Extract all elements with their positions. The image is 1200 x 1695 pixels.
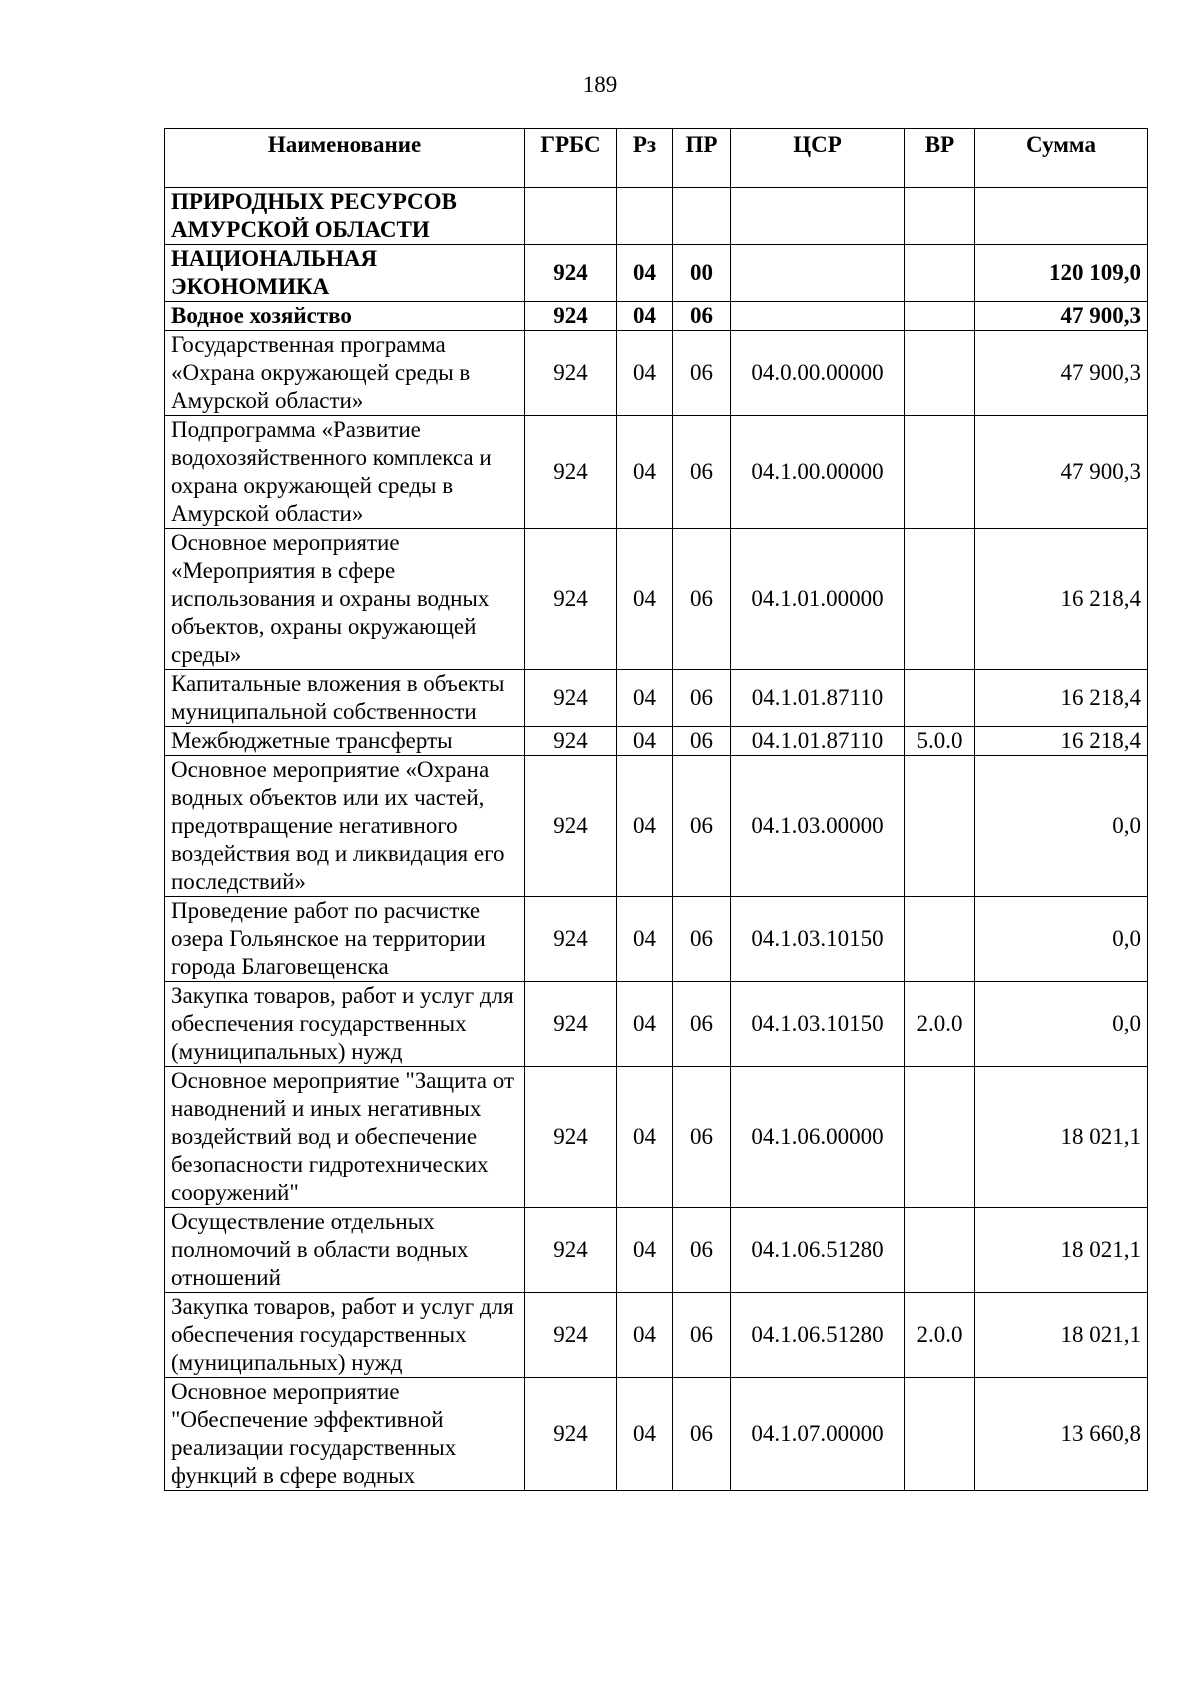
cell-sum: 0,0 (975, 756, 1148, 897)
cell-csr: 04.1.03.10150 (731, 897, 905, 982)
cell-pr: 06 (673, 1208, 731, 1293)
cell-grbs: 924 (525, 331, 617, 416)
cell-name: Основное мероприятие «Охрана водных объектов или их частей, предотвращение негативного воздействия вод и ликвидация его последствий» (165, 756, 525, 897)
cell-vr (905, 188, 975, 245)
cell-vr (905, 1208, 975, 1293)
cell-pr: 06 (673, 756, 731, 897)
cell-vr (905, 1378, 975, 1491)
cell-sum: 120 109,0 (975, 245, 1148, 302)
cell-vr (905, 529, 975, 670)
cell-name: Основное мероприятие "Обеспечение эффективной реализации государственных функций в сфере водных (165, 1378, 525, 1491)
column-header-pr: ПР (673, 129, 731, 188)
cell-rz: 04 (617, 897, 673, 982)
table-row (165, 670, 1148, 727)
cell-rz: 04 (617, 529, 673, 670)
cell-vr: 2.0.0 (905, 1293, 975, 1378)
cell-grbs (525, 188, 617, 245)
cell-pr: 06 (673, 982, 731, 1067)
cell-pr: 06 (673, 416, 731, 529)
cell-rz: 04 (617, 416, 673, 529)
cell-sum (975, 188, 1148, 245)
column-header-rz: Рз (617, 129, 673, 188)
column-header-vr: ВР (905, 129, 975, 188)
cell-sum: 18 021,1 (975, 1208, 1148, 1293)
budget-table (164, 128, 1148, 1491)
cell-grbs: 924 (525, 529, 617, 670)
cell-rz: 04 (617, 1208, 673, 1293)
cell-csr: 04.1.06.51280 (731, 1208, 905, 1293)
cell-grbs: 924 (525, 1067, 617, 1208)
table-row (165, 302, 1148, 331)
cell-rz: 04 (617, 331, 673, 416)
cell-grbs: 924 (525, 1208, 617, 1293)
cell-vr (905, 416, 975, 529)
cell-sum: 0,0 (975, 897, 1148, 982)
cell-csr (731, 302, 905, 331)
cell-grbs: 924 (525, 670, 617, 727)
cell-pr: 06 (673, 1067, 731, 1208)
cell-rz: 04 (617, 727, 673, 756)
cell-csr: 04.1.01.87110 (731, 727, 905, 756)
cell-sum: 18 021,1 (975, 1067, 1148, 1208)
cell-pr: 06 (673, 1378, 731, 1491)
cell-vr (905, 302, 975, 331)
cell-vr: 2.0.0 (905, 982, 975, 1067)
cell-grbs: 924 (525, 245, 617, 302)
cell-csr: 04.1.06.00000 (731, 1067, 905, 1208)
table-body (165, 188, 1148, 1491)
cell-csr (731, 188, 905, 245)
cell-vr (905, 1067, 975, 1208)
page-number: 189 (582, 72, 618, 97)
cell-sum: 16 218,4 (975, 529, 1148, 670)
cell-name: Осуществление отдельных полномочий в области водных отношений (165, 1208, 525, 1293)
cell-sum: 0,0 (975, 982, 1148, 1067)
column-header-sum: Сумма (975, 129, 1148, 188)
cell-sum: 16 218,4 (975, 727, 1148, 756)
table-row (165, 897, 1148, 982)
cell-pr: 06 (673, 727, 731, 756)
table-row (165, 1378, 1148, 1491)
cell-name: ПРИРОДНЫХ РЕСУРСОВ АМУРСКОЙ ОБЛАСТИ (165, 188, 525, 245)
table-row (165, 529, 1148, 670)
cell-vr (905, 756, 975, 897)
table-row (165, 1067, 1148, 1208)
cell-rz: 04 (617, 302, 673, 331)
cell-grbs: 924 (525, 1293, 617, 1378)
table-header-row (165, 129, 1148, 188)
table-row (165, 245, 1148, 302)
cell-pr: 06 (673, 897, 731, 982)
cell-rz (617, 188, 673, 245)
cell-rz: 04 (617, 245, 673, 302)
cell-pr: 06 (673, 1293, 731, 1378)
cell-pr: 06 (673, 529, 731, 670)
cell-csr: 04.1.06.51280 (731, 1293, 905, 1378)
table-row (165, 188, 1148, 245)
table-row (165, 756, 1148, 897)
cell-csr: 04.1.07.00000 (731, 1378, 905, 1491)
cell-sum: 47 900,3 (975, 416, 1148, 529)
cell-grbs: 924 (525, 302, 617, 331)
column-header-name: Наименование (165, 129, 525, 188)
cell-sum: 13 660,8 (975, 1378, 1148, 1491)
cell-rz: 04 (617, 756, 673, 897)
cell-grbs: 924 (525, 756, 617, 897)
cell-pr: 00 (673, 245, 731, 302)
cell-vr (905, 897, 975, 982)
cell-pr: 06 (673, 302, 731, 331)
cell-grbs: 924 (525, 897, 617, 982)
cell-name: Основное мероприятие "Защита от наводнений и иных негативных воздействий вод и обеспечение безопасности гидротехнических сооружений" (165, 1067, 525, 1208)
table-row (165, 1293, 1148, 1378)
cell-pr: 06 (673, 670, 731, 727)
cell-pr (673, 188, 731, 245)
column-header-csr: ЦСР (731, 129, 905, 188)
cell-csr: 04.1.03.00000 (731, 756, 905, 897)
cell-csr: 04.1.03.10150 (731, 982, 905, 1067)
cell-rz: 04 (617, 1067, 673, 1208)
cell-name: Водное хозяйство (165, 302, 525, 331)
cell-vr (905, 245, 975, 302)
cell-csr: 04.1.00.00000 (731, 416, 905, 529)
cell-rz: 04 (617, 1378, 673, 1491)
cell-csr: 04.1.01.00000 (731, 529, 905, 670)
table-row (165, 416, 1148, 529)
cell-grbs: 924 (525, 727, 617, 756)
cell-name: Основное мероприятие «Мероприятия в сфере использования и охраны водных объектов, охраны окружающей среды» (165, 529, 525, 670)
cell-vr (905, 331, 975, 416)
cell-name: Закупка товаров, работ и услуг для обеспечения государственных (муниципальных) нужд (165, 982, 525, 1067)
cell-rz: 04 (617, 1293, 673, 1378)
cell-name: Капитальные вложения в объекты муниципальной собственности (165, 670, 525, 727)
table-row (165, 982, 1148, 1067)
cell-grbs: 924 (525, 1378, 617, 1491)
cell-pr: 06 (673, 331, 731, 416)
cell-sum: 47 900,3 (975, 331, 1148, 416)
cell-rz: 04 (617, 982, 673, 1067)
cell-csr (731, 245, 905, 302)
cell-csr: 04.0.00.00000 (731, 331, 905, 416)
table-row (165, 1208, 1148, 1293)
cell-grbs: 924 (525, 982, 617, 1067)
cell-grbs: 924 (525, 416, 617, 529)
cell-sum: 18 021,1 (975, 1293, 1148, 1378)
table-row (165, 331, 1148, 416)
cell-vr: 5.0.0 (905, 727, 975, 756)
cell-name: Подпрограмма «Развитие водохозяйственного комплекса и охрана окружающей среды в Амурской области» (165, 416, 525, 529)
cell-name: Государственная программа «Охрана окружающей среды в Амурской области» (165, 331, 525, 416)
cell-name: НАЦИОНАЛЬНАЯ ЭКОНОМИКА (165, 245, 525, 302)
cell-csr: 04.1.01.87110 (731, 670, 905, 727)
cell-name: Межбюджетные трансферты (165, 727, 525, 756)
cell-name: Закупка товаров, работ и услуг для обеспечения государственных (муниципальных) нужд (165, 1293, 525, 1378)
cell-sum: 47 900,3 (975, 302, 1148, 331)
cell-name: Проведение работ по расчистке озера Гольянское на территории города Благовещенска (165, 897, 525, 982)
table-row (165, 727, 1148, 756)
cell-vr (905, 670, 975, 727)
cell-rz: 04 (617, 670, 673, 727)
column-header-grbs: ГРБС (525, 129, 617, 188)
cell-sum: 16 218,4 (975, 670, 1148, 727)
